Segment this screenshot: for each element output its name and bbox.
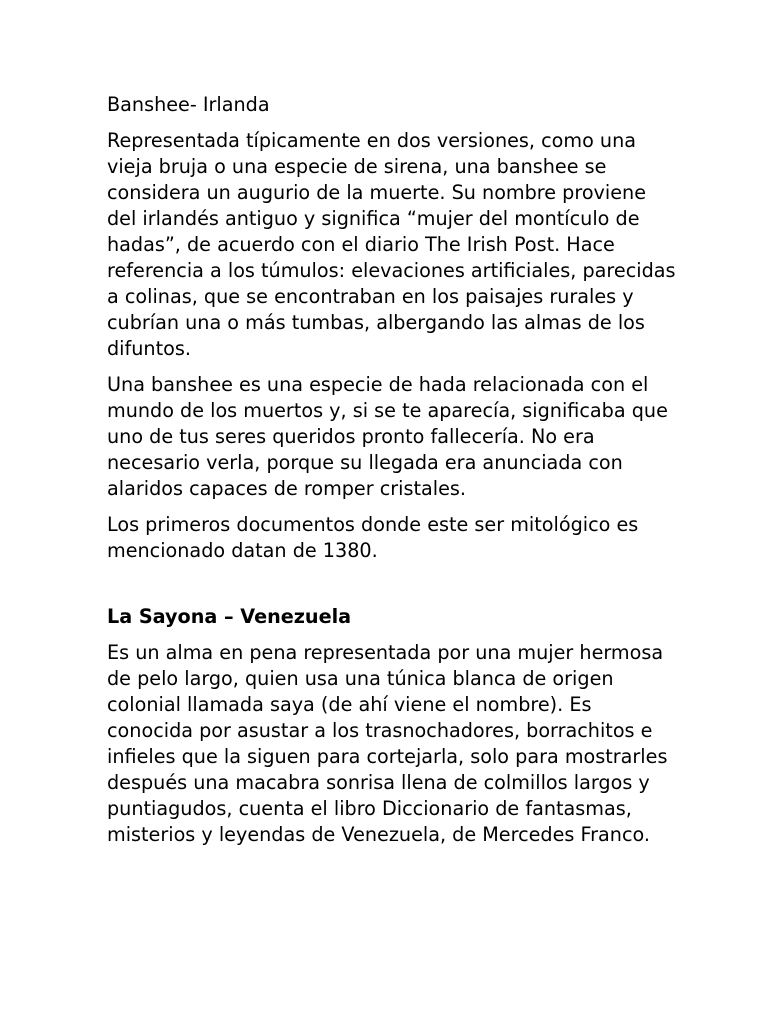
paragraph: Los primeros documentos donde este ser mitológico es mencionado datan de 1380. <box>107 513 639 562</box>
section-title: La Sayona – Venezuela <box>107 605 352 628</box>
section-banshee <box>107 92 677 564</box>
section-title: Banshee- Irlanda <box>107 93 270 116</box>
paragraph: Una banshee es una especie de hada relacionada con el mundo de los muertos y, si se te aparecía, significaba que uno de tus seres queridos pronto fallecería. No era necesario verla, porque su llegada era anunciada con alaridos capaces de romper cristales. <box>107 373 668 500</box>
paragraph: Representada típicamente en dos versiones, como una vieja bruja o una especie de sirena, una banshee se considera un augurio de la muerte. Su nombre proviene del irlandés antiguo y significa “mujer del montículo de hadas”, de acuerdo con el diario The Irish Post. Hace referencia a los túmulos: elevaciones artificiales, parecidas a colinas, que se encontraban en los paisajes rurales y cubrían una o más tumbas, albergando las almas de los difuntos. <box>107 129 676 360</box>
document-page <box>107 92 677 858</box>
section-la-sayona <box>107 604 677 848</box>
paragraph: Es un alma en pena representada por una mujer hermosa de pelo largo, quien usa una túnica blanca de origen colonial llamada saya (de ahí viene el nombre). Es conocida por asustar a los trasnochadores, borrachitos e infieles que la siguen para cortejarla, solo para mostrarles después una macabra sonrisa llena de colmillos largos y puntiagudos, cuenta el libro Diccionario de fantasmas, misterios y leyendas de Venezuela, de Mercedes Franco. <box>107 641 668 846</box>
